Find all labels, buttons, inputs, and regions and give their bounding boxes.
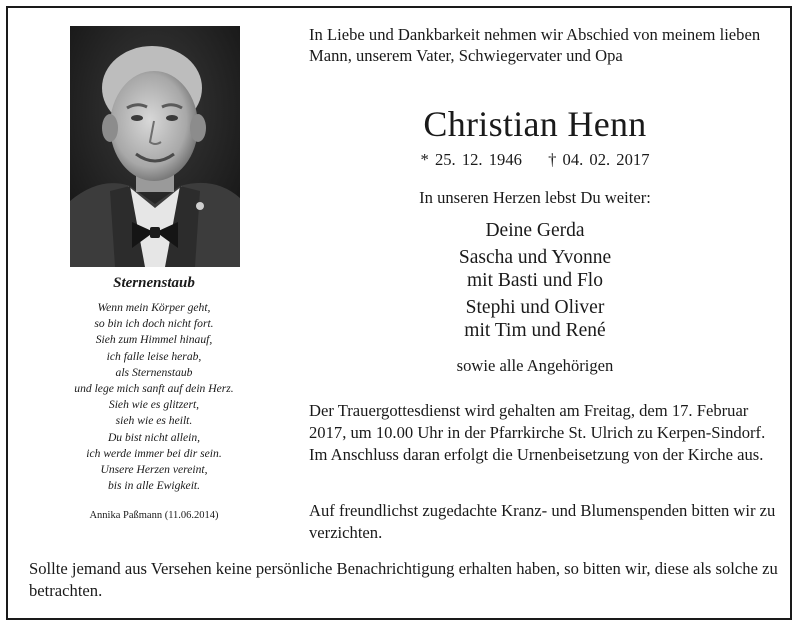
poem-line: bis in alle Ewigkeit. (107, 479, 201, 493)
intro-text: In Liebe und Dankbarkeit nehmen wir Abschied von meinem lieben Mann, unserem Vater, Schwiegervater und Opa (309, 25, 761, 65)
poem-line: Unsere Herzen vereint, (100, 463, 208, 477)
poem-line: und lege mich sanft auf dein Herz. (74, 382, 234, 396)
portrait-photo (70, 26, 240, 267)
poem-line: ich werde immer bei dir sein. (86, 446, 222, 460)
family-line: Stephi und Oliver (465, 297, 605, 318)
poem (40, 274, 268, 521)
poem-line: Sieh wie es glitzert, (108, 398, 200, 412)
family-group (300, 219, 770, 242)
service-details: Der Trauergottesdienst wird gehalten am Freitag, dem 17. Februar 2017, um 10.00 Uhr in der Pfarrkirche St. Ulrich zu Kerpen-Sindorf. Im Anschluss daran erfolgt die Urnenbeisetzung von der Kirche aus. (309, 401, 766, 464)
flowers-note: Auf freundlichst zugedachte Kranz- und Blumenspenden bitten wir zu verzichten. (309, 501, 776, 542)
notification-note: Sollte jemand aus Versehen keine persönliche Benachrichtigung erhalten haben, so bitten wir, diese als solche zu betrachten. (29, 559, 778, 600)
family-group (300, 296, 770, 342)
family-list (300, 219, 770, 346)
remembrance-line: In unseren Herzen lebst Du weiter: (419, 188, 651, 207)
poem-lines (40, 300, 268, 494)
portrait-photo-icon (70, 26, 240, 267)
death-date: † 04. 02. 2017 (548, 150, 650, 169)
poem-line: Du bist nicht allein, (107, 430, 201, 444)
poem-line: so bin ich doch nicht fort. (94, 317, 214, 331)
family-line: Sascha und Yvonne (458, 247, 612, 268)
life-dates (300, 150, 770, 170)
poem-credit: Annika Paßmann (11.06.2014) (89, 510, 219, 522)
family-line: mit Tim und René (464, 320, 606, 341)
poem-line: Wenn mein Körper geht, (97, 301, 211, 314)
deceased-name: Christian Henn (423, 104, 647, 144)
birth-date: * 25. 12. 1946 (420, 150, 522, 169)
poem-title: Sternenstaub (113, 275, 195, 291)
relatives-line: sowie alle Angehörigen (456, 356, 614, 375)
family-group (300, 246, 770, 292)
poem-line: sieh wie es heilt. (115, 414, 193, 428)
family-line: Deine Gerda (485, 220, 585, 241)
poem-line: Sieh zum Himmel hinauf, (95, 333, 213, 347)
poem-line: ich falle leise herab, (106, 349, 202, 363)
poem-line: als Sternenstaub (115, 365, 193, 379)
family-line: mit Basti und Flo (467, 270, 603, 291)
